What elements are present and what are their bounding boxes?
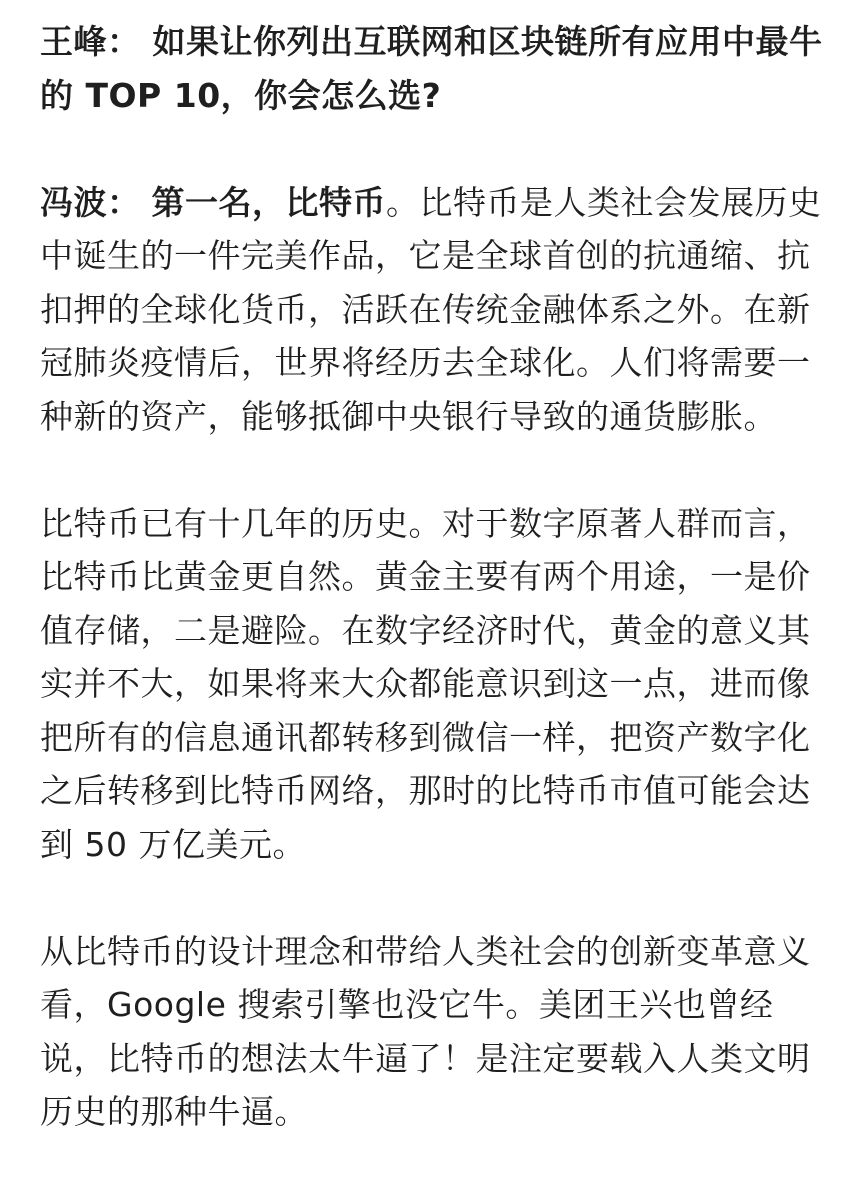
- answer-line-2: 中诞生的一件完美作品，它是全球首创的抗通缩、抗: [40, 236, 811, 275]
- answer-paragraph: [40, 176, 830, 444]
- history-line-3: 值存储，二是避险。在数字经济时代，黄金的意义其: [40, 610, 811, 650]
- speaker-name-wang: 王峰：: [40, 22, 141, 61]
- question-line-2: 的 TOP 10，你会怎么选?: [40, 75, 442, 115]
- design-line-4: 历史的那种牛逼。: [40, 1092, 308, 1131]
- history-line-6: 之后转移到比特币网络，那时的比特币市值可能会达: [40, 771, 811, 810]
- question-line-1: [40, 15, 830, 69]
- history-line-7: 到 50 万亿美元。: [40, 824, 306, 864]
- history-line-1: 比特币已有十几年的历史。对于数字原著人群而言，: [40, 503, 811, 543]
- design-line-1: 从比特币的设计理念和带给人类社会的创新变革意义: [40, 931, 811, 971]
- paragraph-gap: [40, 871, 830, 925]
- paragraph-gap: [40, 443, 830, 497]
- paragraph-gap: [40, 122, 830, 176]
- history-line-2: 比特币比黄金更自然。黄金主要有两个用途，一是价: [40, 557, 811, 596]
- answer-line-4: 冠肺炎疫情后，世界将经历去全球化。人们将需要一: [40, 343, 811, 382]
- question-text: 如果让你列出互联网和区块链所有应用中最牛: [152, 22, 823, 61]
- history-line-4: 实并不大，如果将来大众都能意识到这一点，进而像: [40, 664, 811, 703]
- design-paragraph: [40, 925, 830, 1139]
- answer-line-3: 扣押的全球化货币，活跃在传统金融体系之外。在新: [40, 289, 811, 329]
- history-paragraph: [40, 497, 830, 872]
- article-body: [40, 15, 830, 1139]
- answer-line-5: 种新的资产，能够抵御中央银行导致的通货膨胀。: [40, 396, 777, 436]
- answer-line-1: [40, 176, 830, 230]
- design-line-2: 看，Google 搜索引擎也没它牛。美团王兴也曾经: [40, 985, 774, 1024]
- question-paragraph: [40, 15, 830, 122]
- design-line-3: 说，比特币的想法太牛逼了！是注定要载入人类文明: [40, 1038, 811, 1078]
- answer-highlight: 第一名，比特币: [151, 182, 386, 222]
- answer-text: 。比特币是人类社会发展历史: [386, 182, 822, 222]
- history-line-5: 把所有的信息通讯都转移到微信一样，把资产数字化: [40, 717, 811, 757]
- speaker-name-feng: 冯波：: [40, 182, 141, 222]
